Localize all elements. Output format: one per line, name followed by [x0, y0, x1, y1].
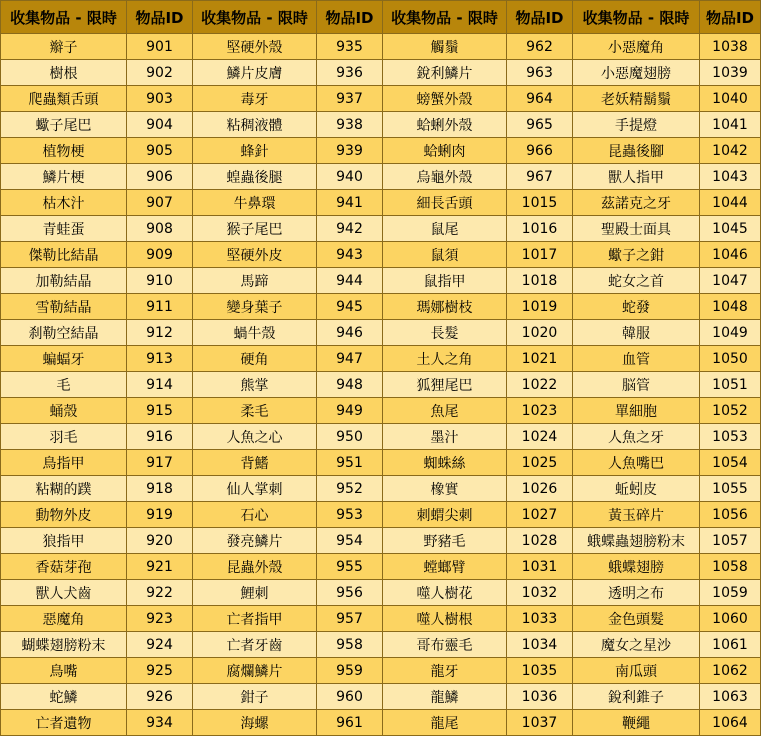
- item-name-cell: 堅硬外殼: [193, 34, 317, 60]
- item-name-cell: 人魚之牙: [573, 424, 700, 450]
- item-name-cell: 人魚之心: [193, 424, 317, 450]
- table-row: [1, 554, 761, 580]
- table-row: [1, 606, 761, 632]
- item-name-cell: 老妖精鬍鬚: [573, 86, 700, 112]
- table-row: [1, 476, 761, 502]
- item-id-cell: 940: [317, 164, 383, 190]
- item-name-cell: 樹根: [1, 60, 127, 86]
- item-name-cell: 單細胞: [573, 398, 700, 424]
- item-name-cell: 馬蹄: [193, 268, 317, 294]
- item-id-cell: 922: [127, 580, 193, 606]
- item-id-cell: 961: [317, 710, 383, 736]
- item-name-cell: 土人之角: [383, 346, 507, 372]
- item-id-cell: 945: [317, 294, 383, 320]
- item-name-cell: 細長舌頭: [383, 190, 507, 216]
- header-item-id: 物品ID: [127, 1, 193, 34]
- item-id-cell: 902: [127, 60, 193, 86]
- item-name-cell: 黃玉碎片: [573, 502, 700, 528]
- table-row: [1, 34, 761, 60]
- item-name-cell: 海螺: [193, 710, 317, 736]
- table-row: [1, 580, 761, 606]
- item-id-cell: 950: [317, 424, 383, 450]
- item-id-cell: 944: [317, 268, 383, 294]
- item-id-cell: 1055: [700, 476, 761, 502]
- item-id-cell: 1036: [507, 684, 573, 710]
- item-id-cell: 920: [127, 528, 193, 554]
- item-id-cell: 905: [127, 138, 193, 164]
- table-body: [1, 34, 761, 736]
- item-id-cell: 951: [317, 450, 383, 476]
- item-name-cell: 哥布靈毛: [383, 632, 507, 658]
- item-name-cell: 植物梗: [1, 138, 127, 164]
- table-row: [1, 346, 761, 372]
- item-name-cell: 刺蝟尖刺: [383, 502, 507, 528]
- header-item-id: 物品ID: [507, 1, 573, 34]
- item-id-cell: 1038: [700, 34, 761, 60]
- item-id-cell: 1041: [700, 112, 761, 138]
- item-name-cell: 鼠指甲: [383, 268, 507, 294]
- item-name-cell: 龍鱗: [383, 684, 507, 710]
- item-name-cell: 觸鬚: [383, 34, 507, 60]
- item-name-cell: 血管: [573, 346, 700, 372]
- item-id-cell: 1043: [700, 164, 761, 190]
- item-id-cell: 964: [507, 86, 573, 112]
- item-id-cell: 1031: [507, 554, 573, 580]
- item-id-cell: 919: [127, 502, 193, 528]
- item-name-cell: 螃蟹外殼: [383, 86, 507, 112]
- item-name-cell: 爬蟲類舌頭: [1, 86, 127, 112]
- item-name-cell: 龍牙: [383, 658, 507, 684]
- table-row: [1, 60, 761, 86]
- item-id-cell: 923: [127, 606, 193, 632]
- item-id-cell: 1020: [507, 320, 573, 346]
- item-id-cell: 1024: [507, 424, 573, 450]
- item-id-cell: 1047: [700, 268, 761, 294]
- item-id-cell: 907: [127, 190, 193, 216]
- item-name-cell: 蝗蟲後腿: [193, 164, 317, 190]
- item-id-cell: 965: [507, 112, 573, 138]
- item-name-cell: 鱗片梗: [1, 164, 127, 190]
- item-id-cell: 1049: [700, 320, 761, 346]
- table-row: [1, 450, 761, 476]
- item-id-cell: 1018: [507, 268, 573, 294]
- item-name-cell: 蠍子尾巴: [1, 112, 127, 138]
- table-row: [1, 684, 761, 710]
- item-id-cell: 1016: [507, 216, 573, 242]
- item-name-cell: 加勒結晶: [1, 268, 127, 294]
- item-name-cell: 刹勒空結晶: [1, 320, 127, 346]
- item-id-cell: 937: [317, 86, 383, 112]
- item-name-cell: 毒牙: [193, 86, 317, 112]
- item-id-cell: 1033: [507, 606, 573, 632]
- item-name-cell: 噬人樹根: [383, 606, 507, 632]
- item-name-cell: 銳利鱗片: [383, 60, 507, 86]
- table-row: [1, 242, 761, 268]
- item-name-cell: 鉗子: [193, 684, 317, 710]
- item-id-cell: 1053: [700, 424, 761, 450]
- item-id-cell: 918: [127, 476, 193, 502]
- item-id-cell: 943: [317, 242, 383, 268]
- item-id-cell: 1023: [507, 398, 573, 424]
- item-name-cell: 蜘蛛絲: [383, 450, 507, 476]
- item-name-cell: 粘糊的蹼: [1, 476, 127, 502]
- item-id-cell: 1015: [507, 190, 573, 216]
- item-name-cell: 鼠尾: [383, 216, 507, 242]
- item-id-cell: 1032: [507, 580, 573, 606]
- item-name-cell: 變身葉子: [193, 294, 317, 320]
- table-row: [1, 632, 761, 658]
- item-id-cell: 924: [127, 632, 193, 658]
- item-id-cell: 1028: [507, 528, 573, 554]
- table-row: [1, 710, 761, 736]
- item-id-cell: 903: [127, 86, 193, 112]
- item-id-cell: 1019: [507, 294, 573, 320]
- item-name-cell: 蛤蜊肉: [383, 138, 507, 164]
- item-name-cell: 仙人掌刺: [193, 476, 317, 502]
- item-name-cell: 魚尾: [383, 398, 507, 424]
- item-name-cell: 蝸牛殼: [193, 320, 317, 346]
- item-id-cell: 938: [317, 112, 383, 138]
- item-id-cell: 921: [127, 554, 193, 580]
- item-name-cell: 小惡魔角: [573, 34, 700, 60]
- item-id-cell: 1037: [507, 710, 573, 736]
- header-item-name: 收集物品 - 限時: [193, 1, 317, 34]
- item-id-cell: 939: [317, 138, 383, 164]
- item-id-cell: 959: [317, 658, 383, 684]
- table-row: [1, 424, 761, 450]
- item-id-cell: 935: [317, 34, 383, 60]
- item-name-cell: 蠍子之鉗: [573, 242, 700, 268]
- item-id-cell: 946: [317, 320, 383, 346]
- item-id-cell: 1026: [507, 476, 573, 502]
- item-name-cell: 透明之布: [573, 580, 700, 606]
- item-name-cell: 墨汁: [383, 424, 507, 450]
- item-name-cell: 狐狸尾巴: [383, 372, 507, 398]
- item-id-cell: 1064: [700, 710, 761, 736]
- item-name-cell: 狼指甲: [1, 528, 127, 554]
- item-id-cell: 954: [317, 528, 383, 554]
- item-id-cell: 926: [127, 684, 193, 710]
- item-name-cell: 魔女之星沙: [573, 632, 700, 658]
- item-id-cell: 1034: [507, 632, 573, 658]
- item-name-cell: 辮子: [1, 34, 127, 60]
- item-name-cell: 蛇女之首: [573, 268, 700, 294]
- item-id-cell: 910: [127, 268, 193, 294]
- item-id-cell: 915: [127, 398, 193, 424]
- item-id-cell: 941: [317, 190, 383, 216]
- item-name-cell: 動物外皮: [1, 502, 127, 528]
- item-id-cell: 955: [317, 554, 383, 580]
- item-name-cell: 亡者遺物: [1, 710, 127, 736]
- item-id-cell: 1027: [507, 502, 573, 528]
- item-id-cell: 960: [317, 684, 383, 710]
- item-name-cell: 發亮鱗片: [193, 528, 317, 554]
- item-name-cell: 硬角: [193, 346, 317, 372]
- item-name-cell: 聖殿士面具: [573, 216, 700, 242]
- table-row: [1, 268, 761, 294]
- item-id-cell: 906: [127, 164, 193, 190]
- item-name-cell: 蛾蝶蟲翅膀粉末: [573, 528, 700, 554]
- table-row: [1, 216, 761, 242]
- item-id-cell: 901: [127, 34, 193, 60]
- item-id-cell: 953: [317, 502, 383, 528]
- item-name-cell: 韓服: [573, 320, 700, 346]
- item-name-cell: 堅硬外皮: [193, 242, 317, 268]
- item-name-cell: 鼠須: [383, 242, 507, 268]
- header-item-name: 收集物品 - 限時: [383, 1, 507, 34]
- item-name-cell: 枯木汁: [1, 190, 127, 216]
- item-name-cell: 惡魔角: [1, 606, 127, 632]
- item-id-cell: 962: [507, 34, 573, 60]
- item-name-cell: 蛾蝶翅膀: [573, 554, 700, 580]
- item-id-cell: 1039: [700, 60, 761, 86]
- item-id-cell: 956: [317, 580, 383, 606]
- item-id-cell: 1045: [700, 216, 761, 242]
- item-id-cell: 917: [127, 450, 193, 476]
- item-id-cell: 967: [507, 164, 573, 190]
- item-id-cell: 1058: [700, 554, 761, 580]
- item-name-cell: 亡者牙齒: [193, 632, 317, 658]
- item-name-cell: 蛇鱗: [1, 684, 127, 710]
- item-id-cell: 912: [127, 320, 193, 346]
- table-row: [1, 658, 761, 684]
- item-name-cell: 昆蟲後腳: [573, 138, 700, 164]
- item-name-cell: 亡者指甲: [193, 606, 317, 632]
- item-id-cell: 916: [127, 424, 193, 450]
- item-name-cell: 橡實: [383, 476, 507, 502]
- item-id-cell: 1035: [507, 658, 573, 684]
- table-row: [1, 528, 761, 554]
- table-row: [1, 502, 761, 528]
- item-id-cell: 1040: [700, 86, 761, 112]
- item-id-cell: 952: [317, 476, 383, 502]
- item-name-cell: 柔毛: [193, 398, 317, 424]
- item-id-cell: 908: [127, 216, 193, 242]
- table-row: [1, 294, 761, 320]
- item-id-cell: 1059: [700, 580, 761, 606]
- item-id-cell: 1022: [507, 372, 573, 398]
- item-id-cell: 1060: [700, 606, 761, 632]
- header-item-id: 物品ID: [700, 1, 761, 34]
- item-name-cell: 南瓜頭: [573, 658, 700, 684]
- item-id-cell: 1052: [700, 398, 761, 424]
- item-id-cell: 1048: [700, 294, 761, 320]
- item-name-cell: 金色頭髮: [573, 606, 700, 632]
- item-id-cell: 1050: [700, 346, 761, 372]
- item-name-cell: 傑勒比結晶: [1, 242, 127, 268]
- item-id-cell: 966: [507, 138, 573, 164]
- item-id-cell: 1057: [700, 528, 761, 554]
- header-item-name: 收集物品 - 限時: [573, 1, 700, 34]
- item-name-cell: 蛇發: [573, 294, 700, 320]
- item-name-cell: 脳管: [573, 372, 700, 398]
- item-id-cell: 904: [127, 112, 193, 138]
- item-name-cell: 螳螂臂: [383, 554, 507, 580]
- item-name-cell: 羽毛: [1, 424, 127, 450]
- item-name-cell: 鳥指甲: [1, 450, 127, 476]
- item-id-cell: 1044: [700, 190, 761, 216]
- item-id-cell: 1061: [700, 632, 761, 658]
- item-name-cell: 銳利錐子: [573, 684, 700, 710]
- item-id-cell: 1017: [507, 242, 573, 268]
- item-name-cell: 蝙蝠牙: [1, 346, 127, 372]
- item-name-cell: 龍尾: [383, 710, 507, 736]
- item-id-cell: 1025: [507, 450, 573, 476]
- item-name-cell: 石心: [193, 502, 317, 528]
- item-id-cell: 1021: [507, 346, 573, 372]
- item-name-cell: 野豬毛: [383, 528, 507, 554]
- item-name-cell: 鳥嘴: [1, 658, 127, 684]
- item-id-cell: 925: [127, 658, 193, 684]
- table-row: [1, 138, 761, 164]
- item-id-cell: 949: [317, 398, 383, 424]
- item-id-cell: 947: [317, 346, 383, 372]
- item-name-cell: 鯉刺: [193, 580, 317, 606]
- item-name-cell: 獸人指甲: [573, 164, 700, 190]
- item-name-cell: 小惡魔翅膀: [573, 60, 700, 86]
- item-name-cell: 瑪娜樹枝: [383, 294, 507, 320]
- item-name-cell: 雪勒結晶: [1, 294, 127, 320]
- item-id-cell: 1046: [700, 242, 761, 268]
- item-id-cell: 1062: [700, 658, 761, 684]
- item-name-cell: 人魚嘴巴: [573, 450, 700, 476]
- item-id-cell: 914: [127, 372, 193, 398]
- header-item-id: 物品ID: [317, 1, 383, 34]
- item-id-cell: 963: [507, 60, 573, 86]
- item-id-cell: 957: [317, 606, 383, 632]
- item-name-cell: 噬人樹花: [383, 580, 507, 606]
- item-name-cell: 獸人犬齒: [1, 580, 127, 606]
- table-row: [1, 164, 761, 190]
- table-row: [1, 112, 761, 138]
- header-item-name: 收集物品 - 限時: [1, 1, 127, 34]
- item-name-cell: 熊掌: [193, 372, 317, 398]
- item-name-cell: 蛹殼: [1, 398, 127, 424]
- item-name-cell: 蜂針: [193, 138, 317, 164]
- item-id-cell: 1054: [700, 450, 761, 476]
- item-name-cell: 蚯蚓皮: [573, 476, 700, 502]
- item-id-cell: 909: [127, 242, 193, 268]
- item-id-cell: 936: [317, 60, 383, 86]
- item-name-cell: 蛤蜊外殼: [383, 112, 507, 138]
- item-id-cell: 958: [317, 632, 383, 658]
- item-name-cell: 腐爛鱗片: [193, 658, 317, 684]
- item-name-cell: 粘稠液體: [193, 112, 317, 138]
- item-name-cell: 香菇芽孢: [1, 554, 127, 580]
- item-name-cell: 青蛙蛋: [1, 216, 127, 242]
- item-name-cell: 長髮: [383, 320, 507, 346]
- item-name-cell: 猴子尾巴: [193, 216, 317, 242]
- item-name-cell: 牛鼻環: [193, 190, 317, 216]
- item-name-cell: 背鰭: [193, 450, 317, 476]
- item-id-cell: 911: [127, 294, 193, 320]
- table-row: [1, 398, 761, 424]
- table-row: [1, 320, 761, 346]
- item-name-cell: 毛: [1, 372, 127, 398]
- item-name-cell: 昆蟲外殼: [193, 554, 317, 580]
- item-id-cell: 1063: [700, 684, 761, 710]
- header-row: [1, 1, 761, 34]
- item-name-cell: 鞭繩: [573, 710, 700, 736]
- item-id-cell: 934: [127, 710, 193, 736]
- item-name-cell: 烏龜外殼: [383, 164, 507, 190]
- item-id-cell: 913: [127, 346, 193, 372]
- item-id-cell: 1051: [700, 372, 761, 398]
- item-name-cell: 蝴蝶翅膀粉末: [1, 632, 127, 658]
- item-id-cell: 942: [317, 216, 383, 242]
- table-row: [1, 86, 761, 112]
- item-name-cell: 茲諾克之牙: [573, 190, 700, 216]
- item-id-cell: 1056: [700, 502, 761, 528]
- item-name-cell: 手提燈: [573, 112, 700, 138]
- table-row: [1, 372, 761, 398]
- item-id-cell: 948: [317, 372, 383, 398]
- item-name-cell: 鱗片皮膚: [193, 60, 317, 86]
- item-id-cell: 1042: [700, 138, 761, 164]
- table-row: [1, 190, 761, 216]
